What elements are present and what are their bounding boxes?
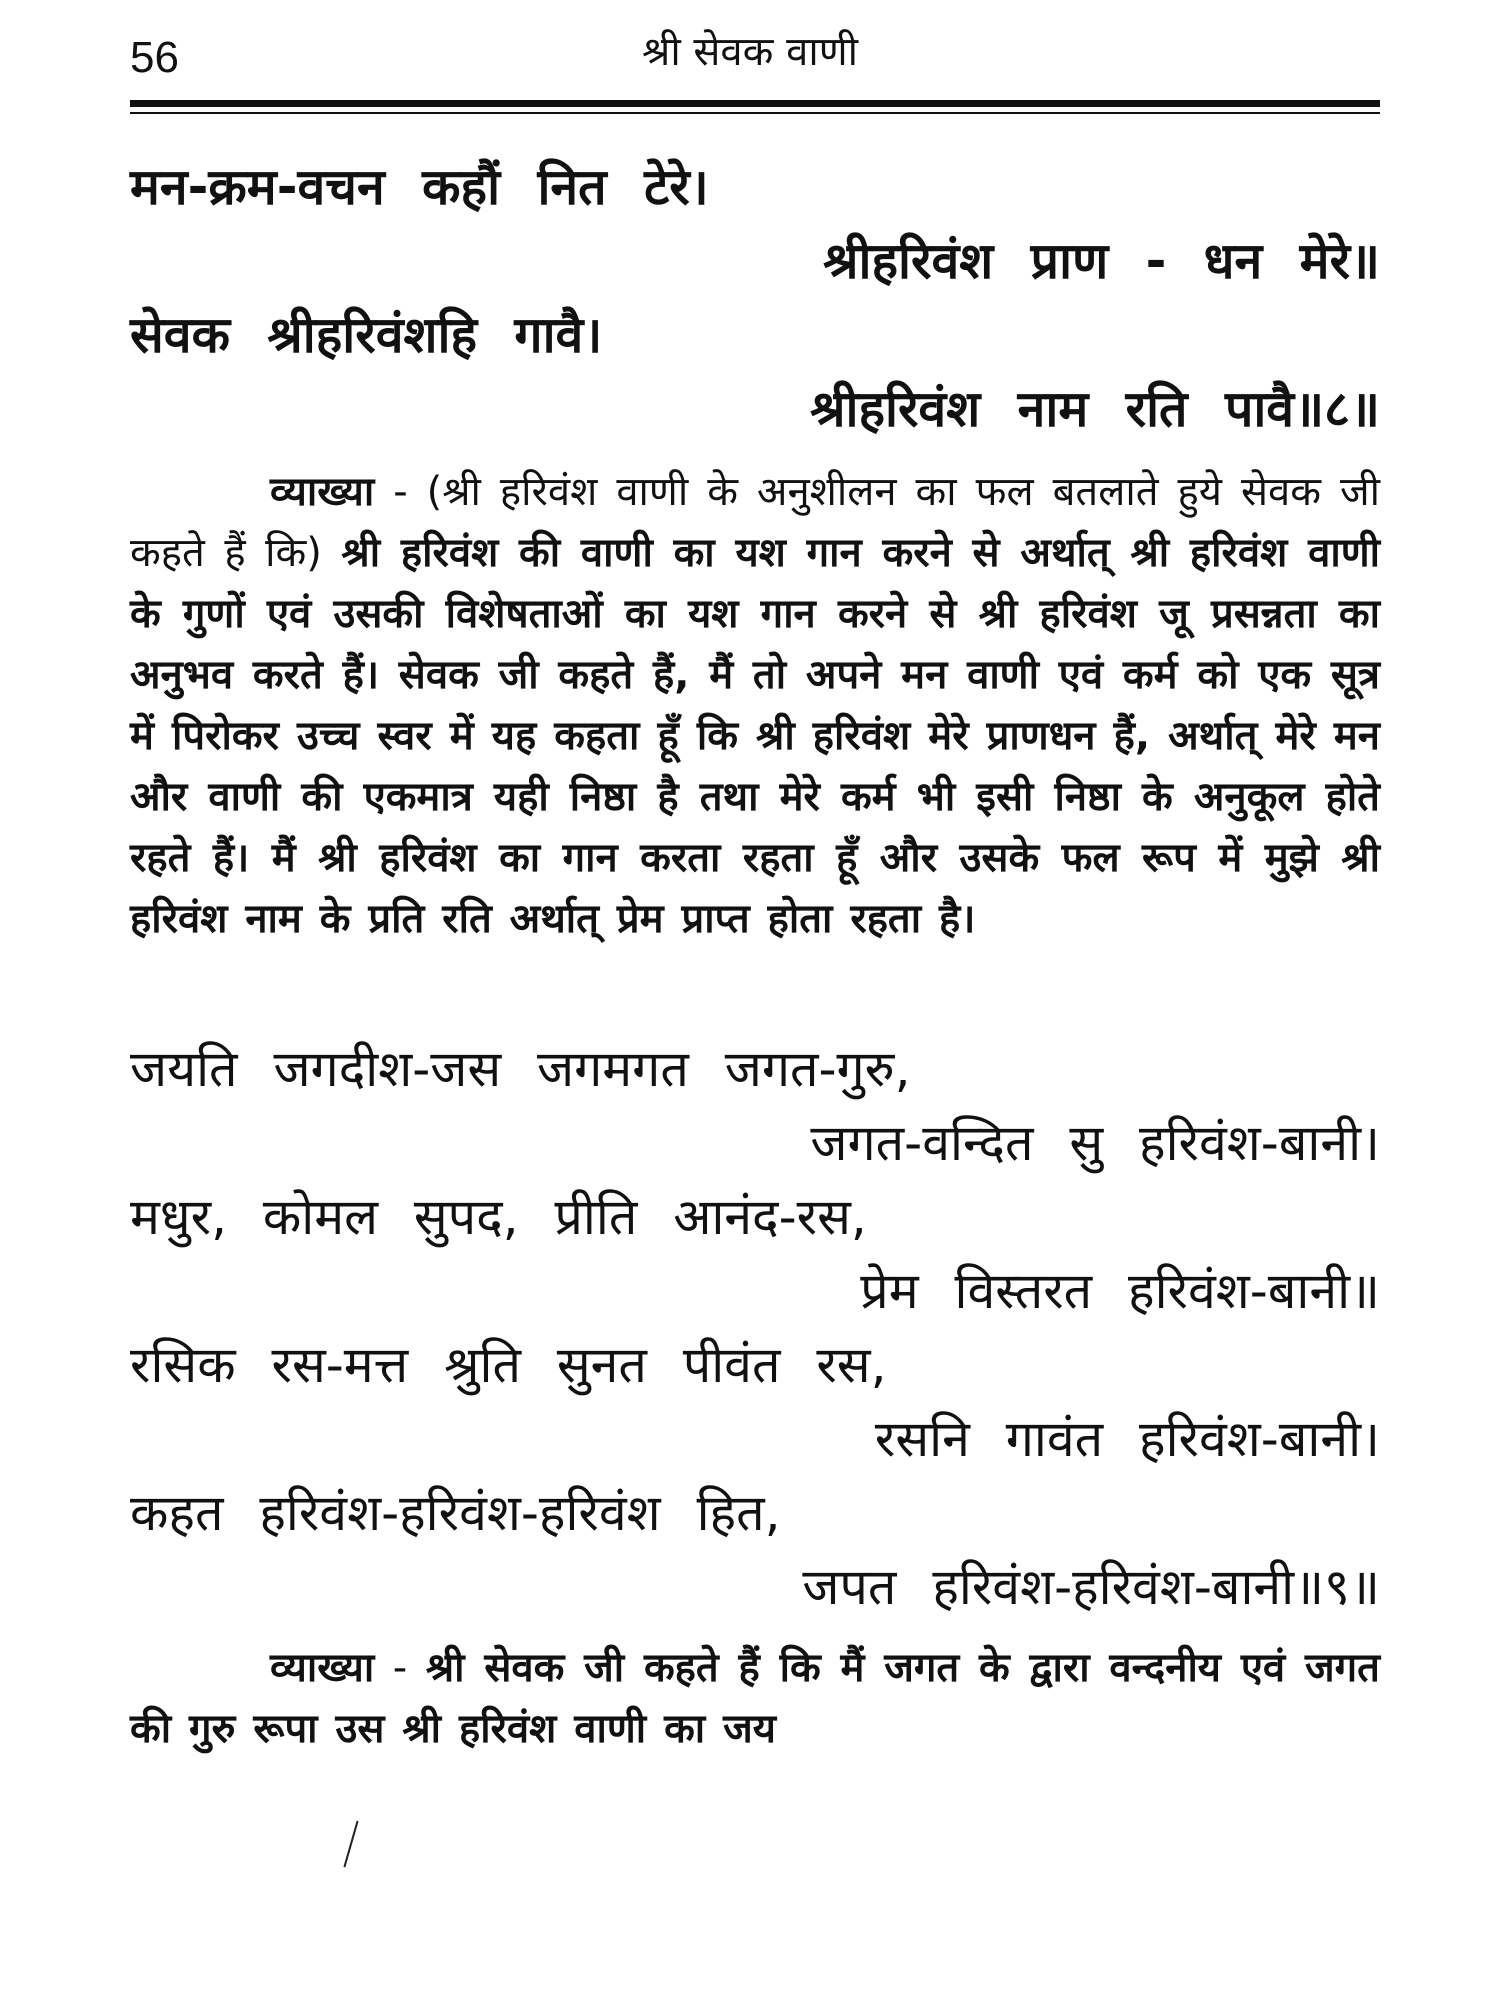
header-rule-thin [130, 112, 1380, 114]
commentary-text: - [374, 1645, 426, 1691]
verse-8 [130, 150, 1380, 446]
commentary-paragraph [130, 462, 1380, 950]
verse-line: प्रेम विस्तरत हरिवंश-बानी॥ [860, 1262, 1380, 1320]
verse-line: जयति जगदीश-जस जगमगत जगत-गुरु, [130, 1040, 911, 1098]
verse-line: जगत-वन्दित सु हरिवंश-बानी। [810, 1114, 1380, 1172]
verse-line: मन-क्रम-वचन कहौं नित टेरे। [130, 158, 709, 216]
verse-line: जपत हरिवंश-हरिवंश-बानी॥९॥ [802, 1558, 1380, 1616]
page-number: 56 [130, 33, 179, 82]
verse-line: श्रीहरिवंश नाम रति पावै॥८॥ [810, 380, 1380, 438]
commentary-bold-text: श्री सेवक जी कहते हैं कि मैं जगत के द्वारा वन्दनीय एवं जगत की गुरु रूपा उस श्री हरिवंश वाणी का जय [130, 1645, 1380, 1752]
verse-line: सेवक श्रीहरिवंशहि गावै। [130, 306, 603, 364]
verse-line: कहत हरिवंश-हरिवंश-हरिवंश हित, [130, 1484, 781, 1542]
commentary-paragraph [130, 1638, 1380, 1760]
commentary-text: - (श्री हरिवंश वाणी के अनुशीलन का फल बतलाते हुये सेवक जी कहते हैं कि) [130, 469, 1380, 576]
commentary-heading: व्याख्या [270, 1645, 375, 1691]
page-content [130, 150, 1380, 1760]
verse-line: रसिक रस-मत्त श्रुति सुनत पीवंत रस, [130, 1336, 887, 1394]
stray-pen-mark [343, 1821, 358, 1868]
commentary-heading: व्याख्या [270, 469, 375, 515]
verse-line: रसनि गावंत हरिवंश-बानी। [874, 1410, 1380, 1468]
commentary-bold-text: श्री हरिवंश की वाणी का यश गान करने से अर्थात् श्री हरिवंश वाणी के गुणों एवं उसकी विशेषताओं का यश गान करने से श्री हरिवंश जू प्रसन्नता का अनुभव करते हैं। सेवक जी कहते हैं, मैं तो अपने मन वाणी एवं कर्म को एक सूत्र में पिरोकर उच्च स्वर में यह कहता हूँ कि श्री हरिवंश मेरे प्राणधन हैं, अर्थात् मेरे मन और वाणी की एकमात्र यही निष्ठा है तथा मेरे कर्म भी इसी निष्ठा के अनुकूल होते रहते हैं। मैं श्री हरिवंश का गान करता रहता हूँ और उसके फल रूप में मुझे श्री हरिवंश नाम के प्रति रति अर्थात् प्रेम प्राप्त होता रहता है। [130, 530, 1380, 942]
verse-line: मधुर, कोमल सुपद, प्रीति आनंद-रस, [130, 1188, 867, 1246]
verse-9 [130, 1032, 1380, 1624]
running-title: श्री सेवक वाणी [642, 29, 858, 75]
verse-line: श्रीहरिवंश प्राण - धन मेरे॥ [823, 232, 1380, 290]
header-rule-thick [130, 100, 1380, 107]
